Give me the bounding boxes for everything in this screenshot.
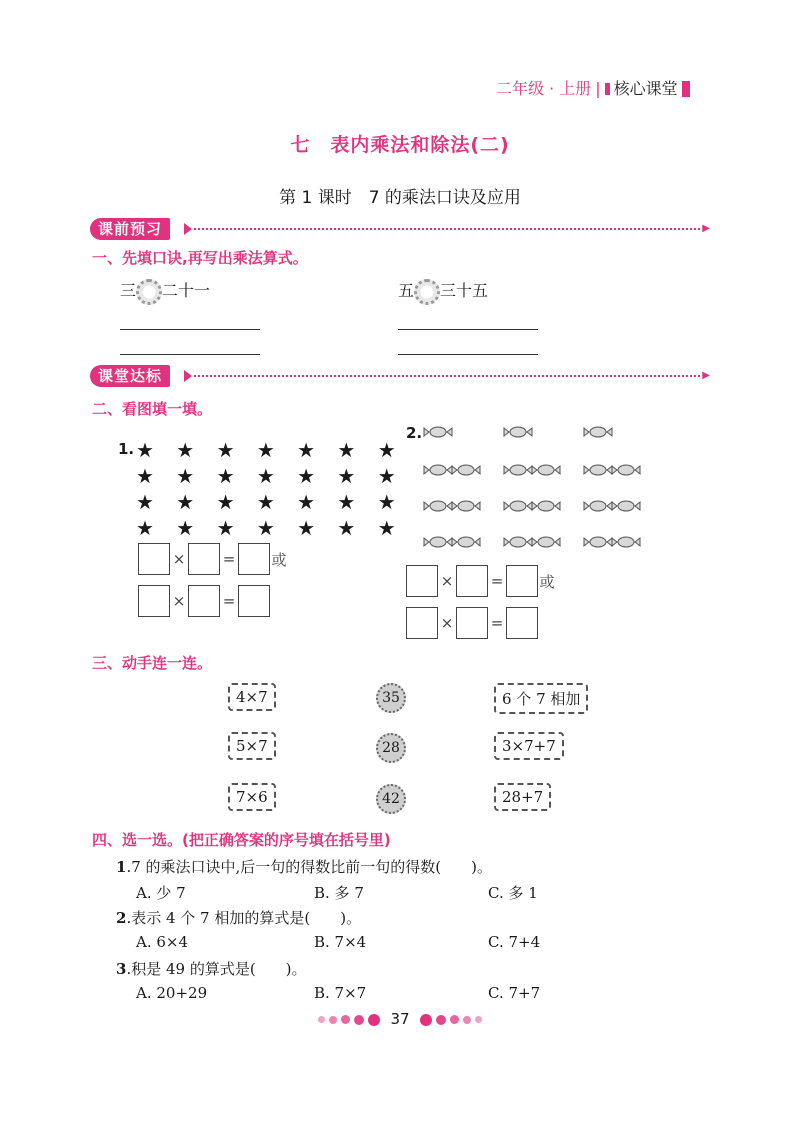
rhyme-left-pre: 三	[120, 281, 137, 300]
candy-icon	[424, 427, 452, 437]
star-row: ★ ★ ★ ★ ★ ★ ★	[136, 516, 404, 540]
star-grid	[136, 437, 404, 541]
question-2-heading: 二、看图填一填。	[92, 400, 213, 418]
series-label: 核心课堂	[613, 79, 678, 98]
candy-icon	[424, 465, 452, 475]
question-number: 2	[116, 909, 127, 927]
flower-blank-icon[interactable]	[414, 279, 440, 305]
answer-box[interactable]	[188, 585, 220, 617]
option-a[interactable]: A. 少 7	[136, 884, 186, 902]
candy-icon	[424, 501, 452, 511]
match-middle-sun[interactable]: 35	[376, 683, 406, 713]
dot-icon	[463, 1016, 471, 1024]
candy-icon	[532, 465, 560, 475]
rhyme-left	[120, 278, 210, 305]
candy-icon	[584, 501, 612, 511]
answer-box[interactable]	[456, 565, 488, 597]
section-banner-practice	[90, 365, 710, 387]
option-a[interactable]: A. 20+29	[136, 984, 208, 1002]
candy-icon	[504, 427, 532, 437]
equals-sign: =	[490, 572, 504, 590]
bar-icon	[682, 81, 690, 97]
answer-box[interactable]	[238, 543, 270, 575]
page-number: 37	[390, 1010, 410, 1028]
star-row: ★ ★ ★ ★ ★ ★ ★	[136, 464, 404, 488]
option-a[interactable]: A. 6×4	[136, 933, 189, 951]
option-c[interactable]: C. 7+7	[488, 984, 541, 1002]
candy-icon	[424, 537, 452, 547]
star-row: ★ ★ ★ ★ ★ ★ ★	[136, 490, 404, 514]
candy-icon	[612, 501, 640, 511]
option-b[interactable]: B. 7×4	[314, 933, 367, 951]
answer-line[interactable]	[120, 329, 260, 330]
answer-line[interactable]	[398, 329, 538, 330]
candy-icon	[584, 427, 612, 437]
equation-row	[406, 607, 538, 639]
candy-icon	[504, 501, 532, 511]
candy-icon	[504, 465, 532, 475]
rhyme-right	[398, 278, 488, 305]
choice-question	[116, 958, 307, 979]
candy-icon	[584, 465, 612, 475]
or-label: 或	[271, 550, 287, 569]
dotted-line	[194, 228, 700, 230]
dot-icon	[368, 1014, 380, 1026]
question-number: 3	[116, 960, 127, 978]
equation-row	[406, 565, 556, 597]
rhyme-left-post: 二十一	[162, 281, 211, 300]
answer-line[interactable]	[398, 354, 538, 355]
arrow-icon: ▶	[702, 223, 710, 234]
triangle-icon	[184, 370, 192, 382]
equals-sign: =	[222, 550, 236, 568]
question-4-heading: 四、选一选。(把正确答案的序号填在括号里)	[92, 831, 391, 849]
dot-icon	[341, 1015, 350, 1024]
or-label: 或	[539, 572, 555, 591]
question-3-heading: 三、动手连一连。	[92, 654, 213, 672]
match-left-item[interactable]: 7×6	[228, 783, 276, 811]
option-c[interactable]: C. 7+4	[488, 933, 541, 951]
dot-icon	[450, 1015, 459, 1024]
equals-sign: =	[490, 614, 504, 632]
answer-box[interactable]	[188, 543, 220, 575]
answer-box[interactable]	[138, 585, 170, 617]
times-sign: ×	[440, 614, 454, 632]
lesson-title: 第 1 课时 7 的乘法口诀及应用	[279, 188, 521, 208]
match-left-item[interactable]: 4×7	[228, 683, 276, 711]
match-middle-sun[interactable]: 28	[376, 733, 406, 763]
equals-sign: =	[222, 592, 236, 610]
grade-label: 二年级 · 上册	[496, 79, 592, 98]
dot-icon	[475, 1016, 482, 1023]
choice-question	[116, 856, 492, 877]
answer-box[interactable]	[138, 543, 170, 575]
question-text: .积是 49 的算式是( )。	[126, 960, 307, 978]
candy-icon	[584, 537, 612, 547]
dot-icon	[354, 1015, 364, 1025]
book-header	[496, 76, 690, 99]
answer-box[interactable]	[456, 607, 488, 639]
flower-blank-icon[interactable]	[136, 279, 162, 305]
page-footer	[0, 1010, 800, 1028]
match-right-item[interactable]: 3×7+7	[494, 732, 564, 760]
answer-box[interactable]	[406, 565, 438, 597]
banner-label: 课前预习	[90, 218, 170, 240]
candy-icon	[532, 537, 560, 547]
divider: |	[595, 79, 601, 98]
arrow-icon: ▶	[702, 370, 710, 381]
option-c[interactable]: C. 多 1	[488, 884, 538, 902]
dot-icon	[318, 1016, 325, 1023]
option-b[interactable]: B. 7×7	[314, 984, 367, 1002]
candy-picture	[420, 420, 650, 560]
candy-icon	[612, 465, 640, 475]
candy-icon	[452, 465, 480, 475]
rhyme-right-post: 三十五	[440, 281, 489, 300]
candy-icon	[452, 501, 480, 511]
question-number: 1	[116, 858, 127, 876]
answer-box[interactable]	[238, 585, 270, 617]
match-left-item[interactable]: 5×7	[228, 732, 276, 760]
question-text: .7 的乘法口诀中,后一句的得数比前一句的得数( )。	[126, 858, 492, 876]
times-sign: ×	[172, 550, 186, 568]
equation-row	[138, 543, 288, 575]
dot-icon	[329, 1016, 337, 1024]
section-banner-preview	[90, 218, 710, 240]
banner-label: 课堂达标	[90, 365, 170, 387]
unit-title: 七 表内乘法和除法(二)	[290, 134, 510, 156]
question-1-heading: 一、先填口诀,再写出乘法算式。	[92, 249, 308, 267]
dotted-line	[194, 375, 700, 377]
triangle-icon	[184, 223, 192, 235]
match-middle-sun[interactable]: 42	[376, 784, 406, 814]
match-right-item[interactable]: 28+7	[494, 783, 551, 811]
choice-question	[116, 907, 361, 928]
item-number: 1.	[118, 440, 135, 458]
dot-icon	[436, 1015, 446, 1025]
dot-icon	[420, 1014, 432, 1026]
answer-box[interactable]	[506, 607, 538, 639]
answer-box[interactable]	[406, 607, 438, 639]
candy-icon	[504, 537, 532, 547]
question-text: .表示 4 个 7 相加的算式是( )。	[126, 909, 362, 927]
square-icon	[605, 83, 610, 95]
answer-line[interactable]	[120, 354, 260, 355]
option-b[interactable]: B. 多 7	[314, 884, 364, 902]
candy-icon	[452, 537, 480, 547]
star-row: ★ ★ ★ ★ ★ ★ ★	[136, 438, 404, 462]
candy-icon	[532, 501, 560, 511]
rhyme-right-pre: 五	[398, 281, 415, 300]
match-right-item[interactable]: 6 个 7 相加	[494, 683, 588, 714]
answer-box[interactable]	[506, 565, 538, 597]
item-number: 2.	[406, 424, 423, 442]
equation-row	[138, 585, 270, 617]
times-sign: ×	[172, 592, 186, 610]
candy-icon	[612, 537, 640, 547]
times-sign: ×	[440, 572, 454, 590]
